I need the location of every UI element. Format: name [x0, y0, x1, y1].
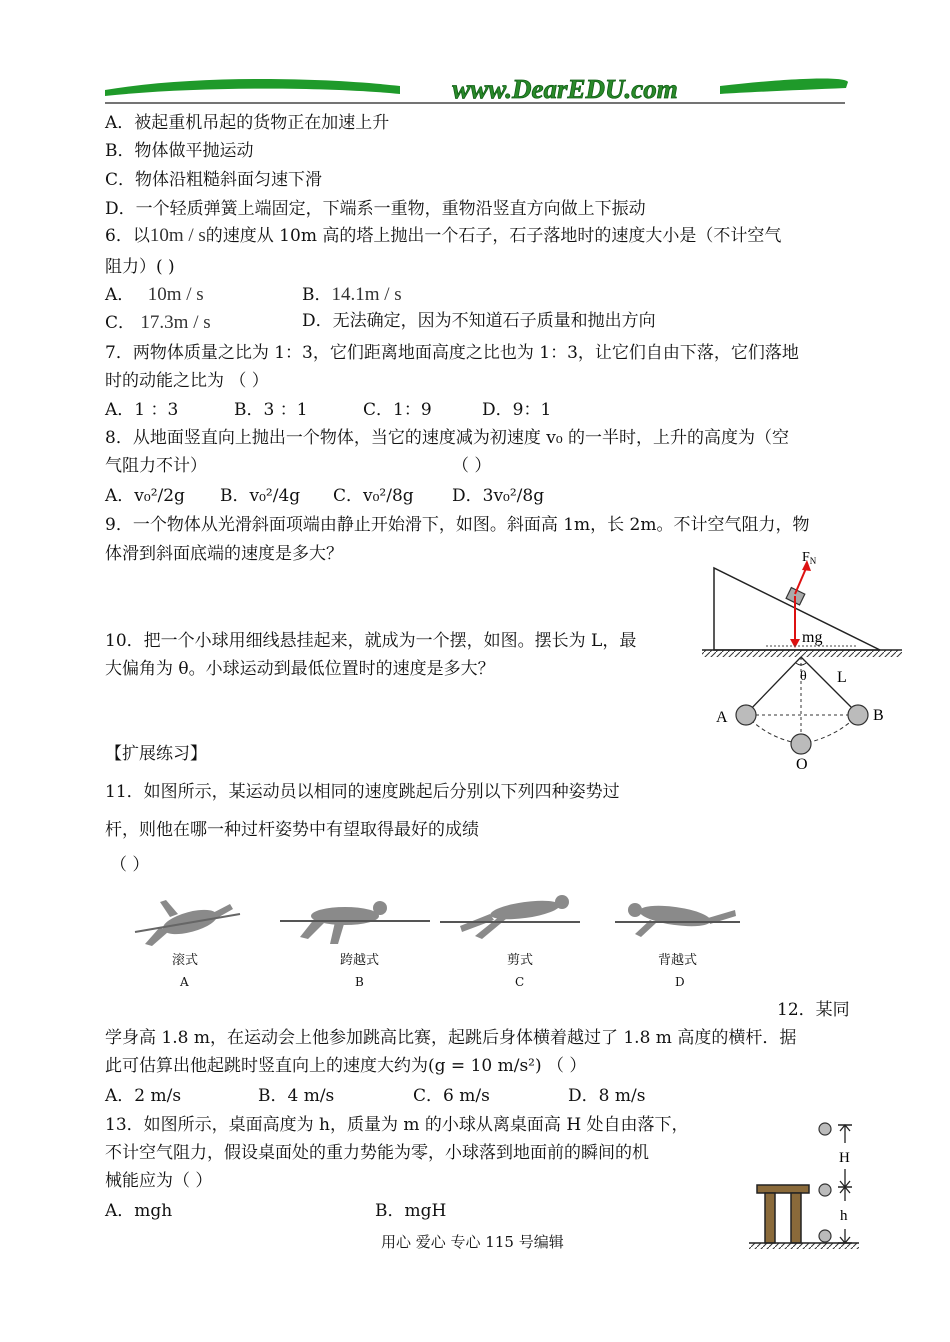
- jumper-d-fosbury: [615, 902, 740, 937]
- q5-option-c: C．物体沿粗糙斜面匀速下滑: [105, 170, 323, 190]
- q9-stem-line2: 体滑到斜面底端的速度是多大？: [105, 544, 343, 564]
- q12-stem-line1: 学身高 1.8 m，在运动会上他参加跳高比赛，起跳后身体横着越过了 1.8 m 高度的横杆．据: [105, 1028, 797, 1048]
- ball-b: [848, 705, 868, 725]
- q13-stem-line2: 不计空气阻力，假设桌面处的重力势能为零，小球落到地面前的瞬间的机: [105, 1143, 649, 1163]
- pendulum-figure: [712, 652, 902, 774]
- caption-b: 跨越式: [340, 953, 380, 968]
- q6-speed: 10m / s: [149, 225, 206, 246]
- q12-option-c: C．6 m/s: [413, 1086, 490, 1106]
- q7-option-b: B．3 ：1: [234, 400, 308, 420]
- q6-option-c: C． 17.3m / s: [105, 312, 211, 333]
- caption-c: 剪式: [507, 953, 534, 968]
- q6-stem-line2: 阻力）( ): [105, 257, 175, 277]
- fn-label: $F_N$: [802, 550, 817, 566]
- caption-a: 滚式: [172, 953, 199, 968]
- incline-figure: [698, 544, 908, 664]
- q11-stem-line2: 杆，则他在哪一种过杆姿势中有望取得最好的成绩: [105, 820, 479, 840]
- q7-option-d: D．9：1: [482, 400, 552, 420]
- q5-option-a: A．被起重机吊起的货物正在加速上升: [105, 113, 390, 133]
- section-title: 【扩展练习】: [105, 744, 207, 764]
- ball-bottom: [819, 1230, 831, 1242]
- logo-text: www.DearEDU.com: [452, 74, 678, 104]
- letter-c: C: [515, 975, 525, 989]
- q8-option-c: C．v₀²/8g: [333, 486, 414, 506]
- q8-option-a: A．v₀²/2g: [105, 486, 185, 506]
- q13-option-b: B．mgH: [375, 1201, 447, 1221]
- header-logo: [100, 72, 850, 106]
- q12-option-a: A．2 m/s: [105, 1086, 182, 1106]
- q7-stem-line1: 7．两物体质量之比为 1：3，它们距离地面高度之比也为 1：3，让它们自由下落，它们落地: [105, 343, 799, 363]
- q8-option-b: B．v₀²/4g: [220, 486, 301, 506]
- length-label: L: [837, 669, 847, 686]
- H-label: H: [839, 1150, 850, 1166]
- q12-stem-line2: 此可估算出他起跳时竖直向上的速度大约为(g = 10 m/s²) （ ）: [105, 1056, 587, 1076]
- ball-mid: [819, 1184, 831, 1196]
- floor-hatch: [749, 1243, 859, 1249]
- q6-option-d: D．无法确定，因为不知道石子质量和抛出方向: [302, 311, 656, 331]
- ball-a: [736, 705, 756, 725]
- q10-stem-line2: 大偏角为 θ。小球运动到最低位置时的速度是多大？: [105, 659, 495, 679]
- caption-d: 背越式: [658, 953, 698, 968]
- point-o-label: O: [796, 756, 808, 773]
- q8-stem-line2: 气阻力不计）: [105, 456, 207, 476]
- table-ball-figure: [745, 1115, 865, 1255]
- q6-option-b: B．14.1m / s: [302, 284, 402, 305]
- q5-option-b: B．物体做平抛运动: [105, 141, 254, 161]
- theta-label: θ: [800, 669, 807, 684]
- point-a-label: A: [716, 709, 728, 726]
- q5-option-d: D．一个轻质弹簧上端固定，下端系一重物，重物沿竖直方向做上下振动: [105, 199, 646, 219]
- q10-stem-line1: 10．把一个小球用细线悬挂起来，就成为一个摆，如图。摆长为 L，最: [105, 631, 637, 651]
- q13-stem-line3: 械能应为（ ）: [105, 1171, 213, 1191]
- h-label: h: [840, 1208, 848, 1224]
- q8-answer-blank: （ ）: [452, 456, 492, 476]
- q12-stem-line0: 12．某同: [777, 1000, 850, 1020]
- high-jump-figures: [130, 892, 750, 992]
- q7-stem-line2: 时的动能之比为 （ ）: [105, 371, 269, 391]
- q12-option-d: D．8 m/s: [568, 1086, 646, 1106]
- q12-option-b: B．4 m/s: [258, 1086, 335, 1106]
- q11-stem-line1: 11．如图所示，某运动员以相同的速度跳起后分别以下列四种姿势过: [105, 782, 620, 802]
- q8-stem-line1: 8．从地面竖直向上抛出一个物体，当它的速度减为初速度 v₀ 的一半时，上升的高度为（空: [105, 428, 790, 448]
- letter-b: B: [355, 975, 364, 989]
- mg-label: mg: [802, 629, 823, 646]
- q6-stem-line1: 6．以10m / s的速度从 10m 高的塔上抛出一个石子，石子落地时的速度大小是（不计空气: [105, 225, 782, 246]
- point-b-label: B: [873, 707, 884, 724]
- left-string: [746, 657, 801, 714]
- q7-option-a: A．1 ：3: [105, 400, 179, 420]
- jumper-a-roll: [135, 900, 240, 946]
- ball-o: [791, 734, 811, 754]
- footer-text: 用心 爱心 专心 115 号编辑: [381, 1233, 564, 1251]
- q9-stem-line1: 9．一个物体从光滑斜面项端由静止开始滑下，如图。斜面高 1m，长 2m。不计空气阻力，物: [105, 515, 810, 535]
- jumper-c-scissors: [440, 895, 580, 939]
- right-string: [801, 657, 858, 714]
- letter-d: D: [675, 975, 685, 989]
- q6-option-a: A． 10m / s: [105, 284, 204, 305]
- letter-a: A: [180, 975, 189, 989]
- q13-option-a: A．mgh: [105, 1201, 173, 1221]
- jumper-b-straddle: [280, 901, 430, 944]
- incline-triangle: [714, 568, 880, 650]
- q13-stem-line1: 13．如图所示，桌面高度为 h，质量为 m 的小球从离桌面高 H 处自由落下，: [105, 1115, 689, 1135]
- table-top: [757, 1185, 809, 1193]
- q11-answer-blank: （ ）: [110, 855, 150, 875]
- ball-top: [819, 1123, 831, 1135]
- q7-option-c: C．1：9: [363, 400, 432, 420]
- q8-option-d: D．3v₀²/8g: [452, 486, 545, 506]
